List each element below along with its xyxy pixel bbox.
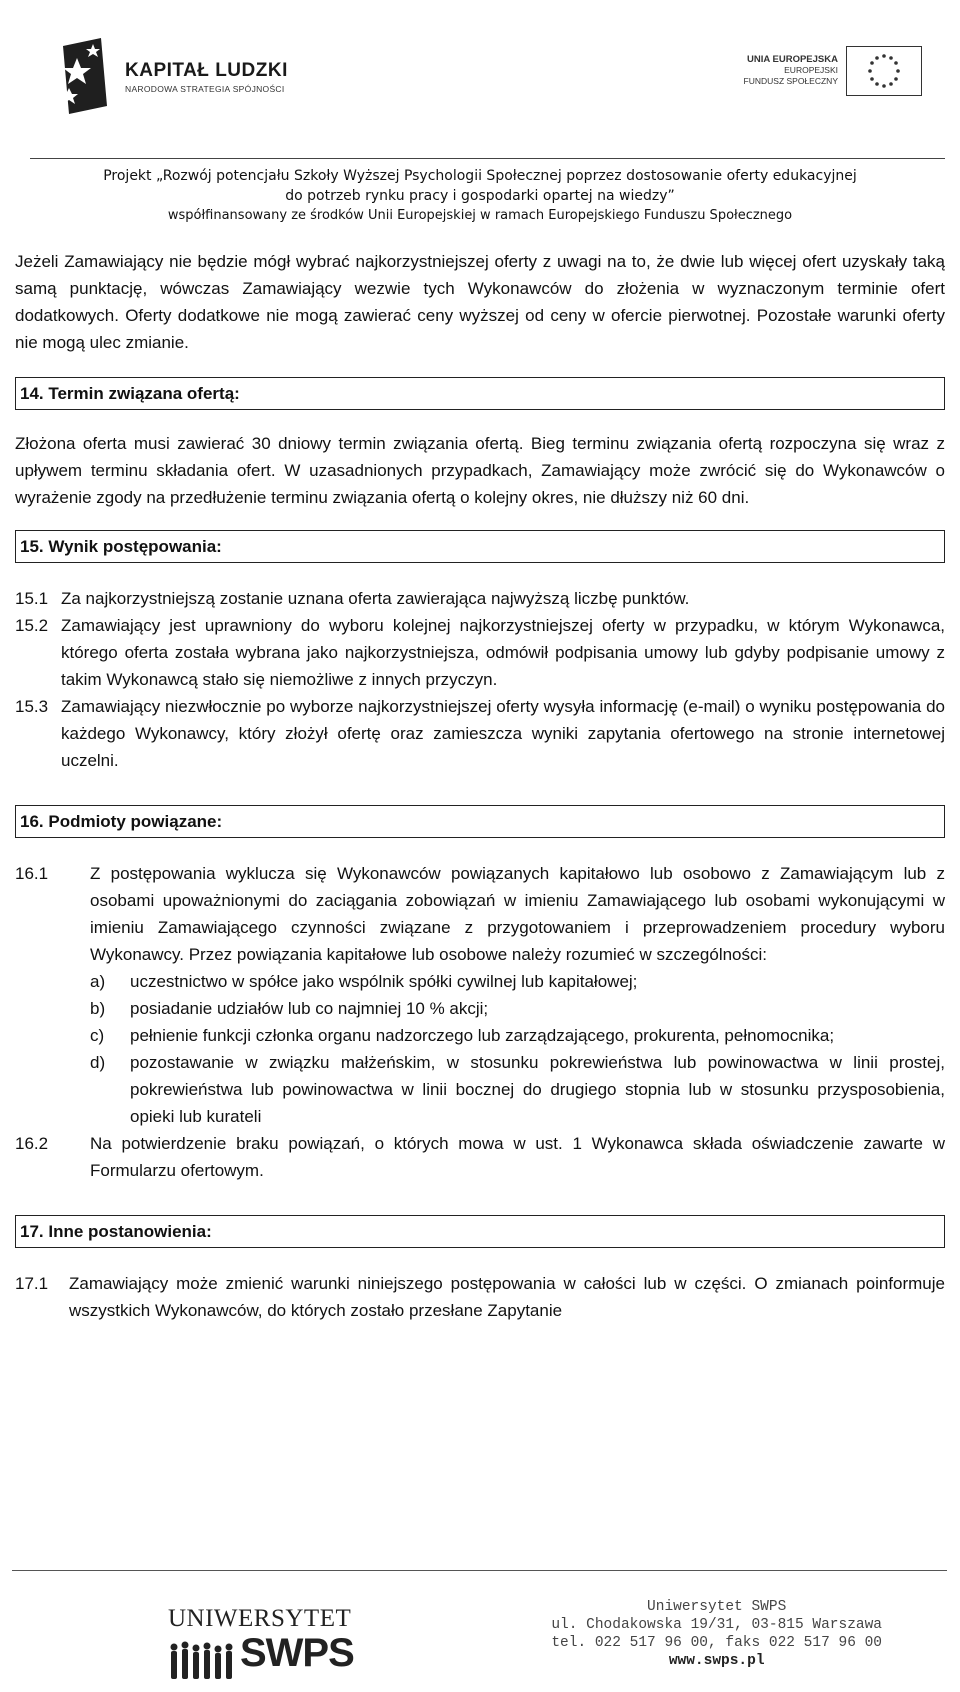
sub-item-a (90, 968, 945, 995)
eu-logo-line2: EUROPEJSKI (784, 65, 838, 75)
list-item-text: Z postępowania wyklucza się Wykonawców powiązanych kapitałowo lub osobowo z Zamawiającym lub z osobami upoważnionymi do zaciągania zobowiązań w imieniu Zamawiającego lub osobami wykonującymi w imieniu Zamawiającego czynności związane z przygotowaniem i przeprowadzeniem procedury wyboru Wykonawcy. Przez powiązania kapitałowe lub osobowe należy rozumieć w szczególności: (90, 864, 945, 964)
sub-item-text: pozostawanie w związku małżeńskim, w stosunku pokrewieństwa lub powinowactwa w linii prostej, pokrewieństwa lub powinowactwa w linii bocznej do drugiego stopnia lub w stosunku przysposobienia, opieki lub kurateli (130, 1053, 945, 1126)
list-item-text: Zamawiający niezwłocznie po wyborze najkorzystniejszej oferty wysyła informację (e-mail) o wyniku postępowania do każdego Wykonawcy, który złożył ofertę oraz zamieszcza wyniki zapytania ofertowego na stronie internetowej uczelni. (61, 697, 945, 770)
list-item-number: 15.2 (15, 616, 49, 635)
list-item-number: 15.3 (15, 697, 49, 716)
list-item-16-1 (15, 860, 945, 968)
document-body (15, 248, 945, 1324)
eu-logo (742, 46, 922, 102)
project-line-2: do potrzeb rynku pracy i gospodarki opartej na wiedzy” (285, 188, 675, 204)
kapital-ludzki-logo (55, 36, 315, 116)
project-header (20, 166, 940, 226)
list-item-number: 16.1 (15, 864, 49, 883)
list-item-16-2 (15, 1130, 945, 1184)
project-line-1: Projekt „Rozwój potencjału Szkoły Wyższej Psychologii Społecznej poprzez dostosowanie oferty edukacyjnej (103, 168, 857, 184)
list-item-15-1 (15, 585, 945, 612)
address-line-3: tel. 022 517 96 00, faks 022 517 96 00 (551, 1635, 882, 1651)
list-item-number: 15.1 (15, 589, 49, 608)
address-line-1: Uniwersytet SWPS (647, 1599, 787, 1615)
sub-item-text: uczestnictwo w spółce jako wspólnik spółki cywilnej lub kapitałowej; (130, 972, 638, 991)
people-silhouettes-icon (168, 1639, 238, 1681)
swps-logo-big: SWPS (240, 1631, 354, 1675)
swps-logo-top: UNIWERSYTET (168, 1605, 352, 1632)
sub-item-text: pełnienie funkcji członka organu nadzorczego lub zarządzającego, prokurenta, pełnomocnika; (130, 1026, 835, 1045)
sub-list-16-1 (90, 968, 945, 1130)
address-line-2: ul. Chodakowska 19/31, 03-815 Warszawa (551, 1617, 882, 1633)
eu-logo-text (744, 54, 838, 87)
swps-logo (168, 1605, 358, 1683)
footer-divider (12, 1570, 947, 1571)
list-item-text: Za najkorzystniejszą zostanie uznana oferta zawierająca najwyższą liczbę punktów. (61, 589, 690, 608)
list-item-17-1 (15, 1270, 945, 1324)
list-item-number: 16.2 (15, 1134, 49, 1153)
intro-paragraph: Jeżeli Zamawiający nie będzie mógł wybrać najkorzystniejszej oferty z uwagi na to, że dwie lub więcej ofert uzyskały taką samą punktację, wówczas Zamawiający wezwie tych Wykonawców do złożenia w wyznaczonym terminie ofert dodatkowych. Oferty dodatkowe nie mogą zawierać ceny wyższej od ceny w ofercie pierwotnej. Pozostałe warunki oferty nie mogą ulec zmianie. (15, 252, 945, 352)
section-15-heading: 15. Wynik postępowania: (15, 530, 945, 563)
sub-item-letter: c) (90, 1026, 105, 1045)
eu-logo-line1: UNIA EUROPEJSKA (747, 54, 838, 65)
section-16-heading: 16. Podmioty powiązane: (15, 805, 945, 838)
section-17-heading: 17. Inne postanowienia: (15, 1215, 945, 1248)
website-link[interactable]: www.swps.pl (668, 1653, 765, 1669)
sub-item-d (90, 1049, 945, 1130)
section-14-heading: 14. Termin związana ofertą: (15, 377, 945, 410)
sub-item-text: posiadanie udziałów lub co najmniej 10 % akcji; (130, 999, 489, 1018)
sub-item-b (90, 995, 945, 1022)
eu-flag-icon (846, 46, 922, 96)
list-item-15-3 (15, 693, 945, 774)
kapital-ludzki-subtitle: NARODOWA STRATEGIA SPÓJNOŚCI (125, 84, 285, 94)
header-divider (30, 158, 945, 159)
sub-item-letter: d) (90, 1053, 106, 1072)
eu-logo-line3: FUNDUSZ SPOŁECZNY (743, 76, 838, 86)
sub-item-letter: a) (90, 972, 106, 991)
list-item-text: Zamawiający jest uprawniony do wyboru kolejnej najkorzystniejszej oferty w przypadku, w którym Wykonawca, którego oferta została wybrana jako najkorzystniejsza, odmówił podpisania umowy lub gdyby podpisanie umowy z takim Wykonawcą stało się niemożliwe z innych przyczyn. (61, 616, 945, 689)
list-item-text: Zamawiający może zmienić warunki niniejszego postępowania w całości lub w części. O zmianach poinformuje wszystkich Wykonawców, do których zostało przesłane Zapytanie (69, 1274, 945, 1320)
kapital-ludzki-mark-icon (55, 36, 113, 116)
list-item-text: Na potwierdzenie braku powiązań, o których mowa w ust. 1 Wykonawca składa oświadczenie zawarte w Formularzu ofertowym. (90, 1134, 945, 1180)
footer-address (551, 1598, 882, 1670)
list-item-15-2 (15, 612, 945, 693)
section-14-paragraph: Złożona oferta musi zawierać 30 dniowy termin związania ofertą. Bieg terminu związania ofertą rozpoczyna się wraz z upływem terminu składania ofert. W uzasadnionych przypadkach, Zamawiający może zwrócić się do Wykonawców o wyrażenie zgody na przedłużenie terminu związania ofertą o kolejny okres, nie dłuższy niż 60 dni. (15, 434, 945, 507)
project-line-3: współfinansowany ze środków Unii Europejskiej w ramach Europejskiego Funduszu Społecznego (167, 208, 793, 223)
list-item-number: 17.1 (15, 1274, 49, 1293)
sub-item-letter: b) (90, 999, 106, 1018)
kapital-ludzki-title: KAPITAŁ LUDZKI (125, 60, 288, 81)
sub-item-c (90, 1022, 945, 1049)
